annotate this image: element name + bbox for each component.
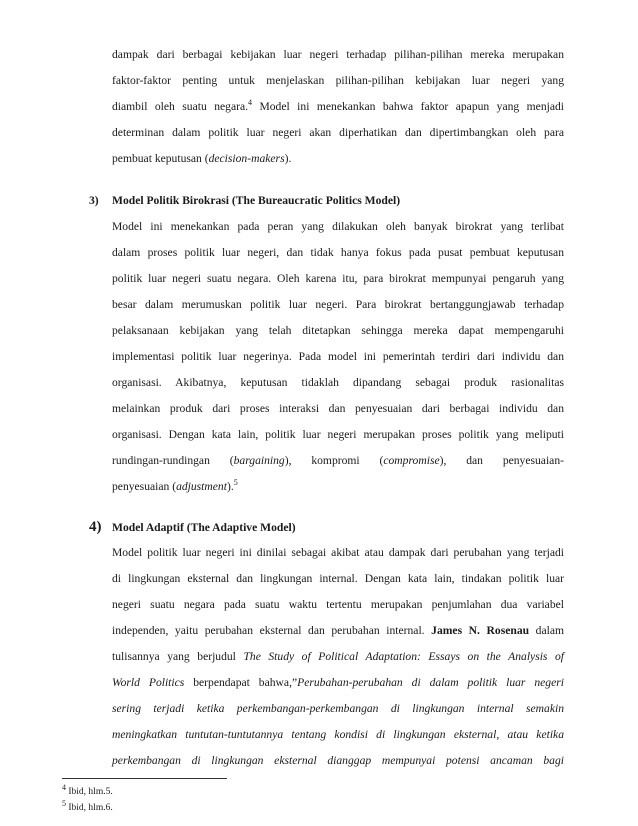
footnote-divider (62, 778, 227, 779)
section3-title: Model Politik Birokrasi (The Bureaucratic Politics Model) (112, 194, 401, 207)
quote-text: sering terjadi ketika perkembangan-perkembangan di lingkungan internal semakin (112, 702, 564, 715)
section4-line-8 (112, 728, 564, 742)
section4-line-5 (112, 650, 564, 664)
footnote-5: $^5$ Ibid, hlm.6. (62, 798, 113, 813)
section4-text: berpendapat bahwa,” (184, 676, 298, 689)
section3-number: 3) (89, 194, 99, 207)
section3-line-4: besar dalam merumuskan politik luar negeri. Para birokrat bertanggungjawab terhadap (112, 298, 564, 311)
section4-text: independen, yaitu perubahan eksternal dan perubahan internal. (112, 624, 432, 637)
quote-text: Perubahan-perubahan di dalam politik luar negeri (297, 676, 564, 689)
section4-heading (89, 520, 296, 535)
para1-line-4: determinan dalam politik luar negeri akan diperhatikan dan dipertimbangkan oleh para (112, 126, 564, 139)
footnote-ref-4: 4 (248, 98, 252, 108)
section4-line-3: negeri suatu negara pada suatu waktu tertentu merupakan penjumlahan dua variabel (112, 598, 564, 611)
para1-text: pembuat keputusan ( (112, 152, 209, 165)
para1-italic: decision-makers (208, 152, 285, 165)
quote-text: meningkatkan tuntutan-tuntutannya tentang kondisi di lingkungan eksternal, atau ketika (112, 728, 564, 741)
para1-line-1: dampak dari berbagai kebijakan luar negeri terhadap pilihan-pilihan mereka merupakan (112, 48, 564, 61)
para1-line-3 (112, 100, 564, 114)
section3-italic: adjustment (176, 480, 227, 493)
section3-text: kompromi (311, 454, 360, 467)
section4-line-6 (112, 676, 564, 690)
section3-text: ). (226, 480, 234, 493)
section3-line-3: politik luar negeri suatu negara. Oleh karena itu, para birokrat mempunyai pengaruh yang (112, 272, 564, 285)
section3-heading (89, 194, 400, 208)
para1-line-5 (112, 152, 291, 166)
section4-title: Model Adaptif (The Adaptive Model) (112, 521, 296, 534)
para1-text: ). (284, 152, 292, 165)
book-title: World Politics (112, 676, 185, 689)
section3-line-8: melainkan produk dari proses interaksi dan penyesuaian dari berbagai individu dan (112, 402, 564, 415)
para1-line-2: faktor-faktor penting untuk menjelaskan pilihan-pilihan kebijakan luar negeri yang (112, 74, 564, 87)
section4-line-1: Model politik luar negeri ini dinilai sebagai akibat atau dampak dari perubahan yang terjadi (112, 546, 564, 559)
section4-text: dalam (529, 624, 565, 637)
section3-line-11 (112, 480, 238, 494)
para1-text: Model ini menekankan bahwa faktor apapun yang menjadi (259, 100, 564, 113)
section3-line-5: pelaksanaan kebijakan yang telah ditetapkan sehingga mereka dapat mempengaruhi (112, 324, 564, 337)
section3-line-9: organisasi. Dengan kata lain, politik luar negeri merupakan proses politik yang meliputi (112, 428, 564, 441)
book-title: The Study of Political Adaptation: Essays on the Analysis of (243, 650, 564, 663)
section4-line-2: di lingkungan eksternal dan lingkungan internal. Dengan kata lain, tindakan politik luar (112, 572, 564, 585)
section4-line-4 (112, 624, 564, 638)
section3-line-10 (112, 454, 564, 468)
author-name: James N. Rosenau (431, 624, 530, 637)
section3-text: penyesuaian ( (112, 480, 177, 493)
section4-line-7 (112, 702, 564, 716)
section3-text: penyesuaian- (502, 454, 564, 467)
section3-line-6: implementasi politik luar negerinya. Pada model ini pemerintah terdiri dari individu dan (112, 350, 564, 363)
section3-line-1: Model ini menekankan pada peran yang dilakukan oleh banyak birokrat yang terlibat (112, 220, 564, 233)
section3-text: rundingan-rundingan (112, 454, 210, 467)
section3-text: dan (466, 454, 483, 467)
section3-line-2: dalam proses politik luar negeri, dan tidak hanya fokus pada pusat pembuat keputusan (112, 246, 564, 259)
section4-text: tulisannya yang berjudul (112, 650, 244, 663)
section4-number: 4) (89, 519, 102, 535)
footnote-4: $^4$ Ibid, hlm.5. (62, 782, 113, 797)
footnote-ref-5: 5 (233, 478, 238, 488)
quote-text: perkembangan di lingkungan eksternal dianggap mempunyai potensi ancaman bagi (112, 754, 564, 767)
section3-line-7: organisasi. Akibatnya, keputusan tidaklah dipandang sebagai produk rasionalitas (112, 376, 564, 389)
section3-text: (compromise), (379, 454, 447, 467)
section3-text: (bargaining), (229, 454, 292, 467)
para1-text: diambil oleh suatu negara. (112, 100, 248, 113)
section4-line-9 (112, 754, 564, 768)
